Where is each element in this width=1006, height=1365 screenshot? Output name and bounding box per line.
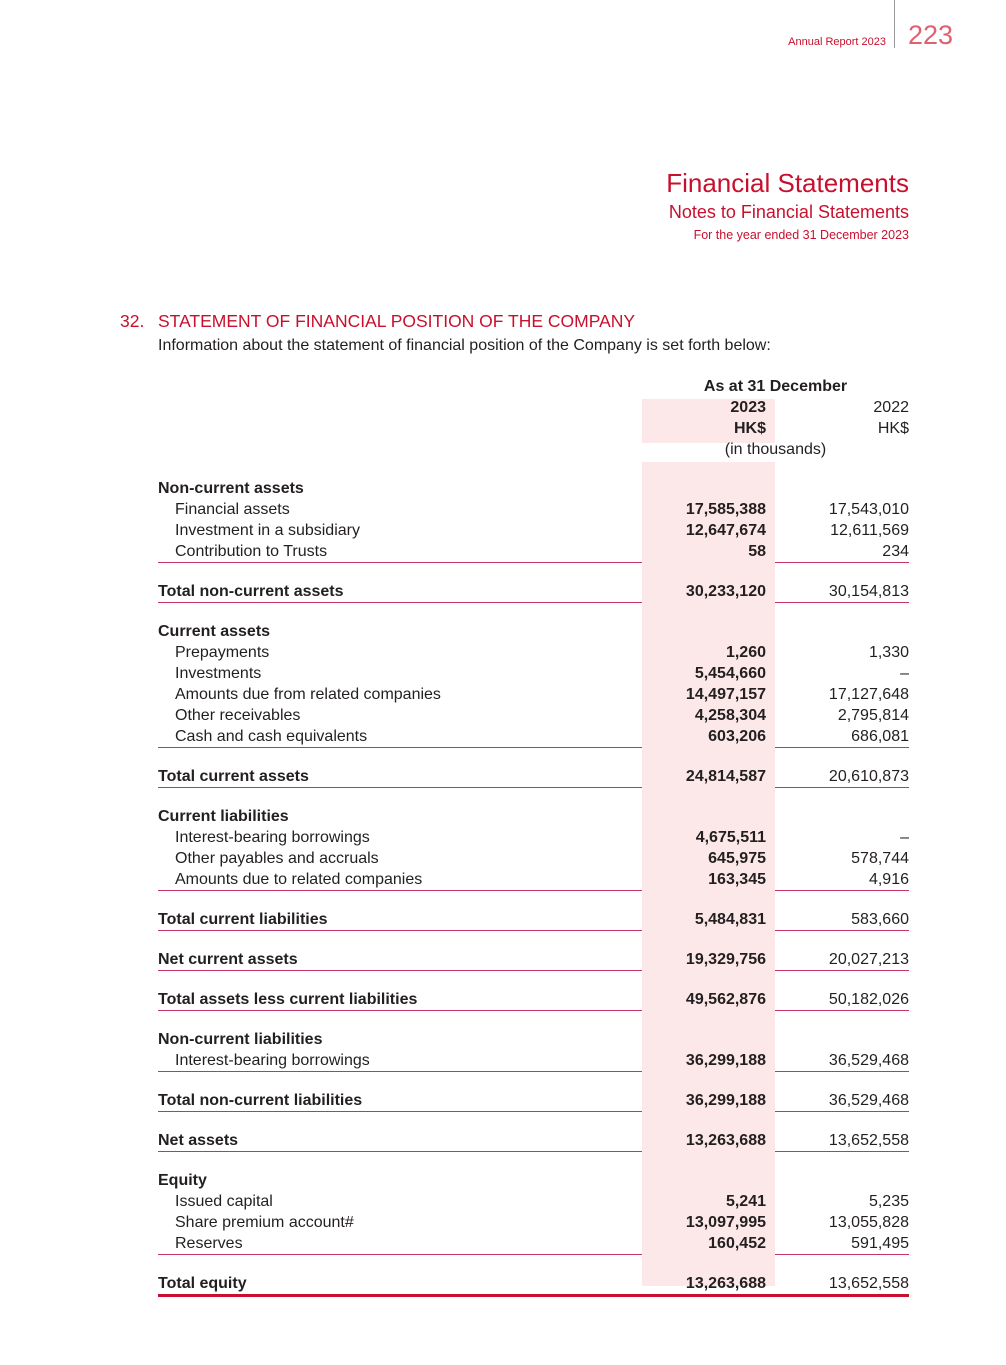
table-row	[158, 848, 909, 869]
section-heading-row	[158, 621, 909, 642]
row-label: Total non-current liabilities	[158, 1092, 363, 1109]
currency-header-row	[158, 418, 909, 439]
section-title: STATEMENT OF FINANCIAL POSITION OF THE COMPANY	[158, 311, 636, 331]
value-2022: 4,916	[868, 871, 909, 888]
value-2023: 645,975	[708, 850, 766, 867]
value-2023: 5,241	[725, 1193, 766, 1210]
value-2022: 12,611,569	[830, 522, 909, 539]
table-row	[158, 541, 909, 562]
table-row	[158, 520, 909, 541]
value-2022: 30,154,813	[828, 583, 909, 600]
section-heading	[120, 309, 910, 333]
row-label: Total current liabilities	[158, 911, 328, 928]
value-2022: 578,744	[851, 850, 909, 867]
section-heading-row	[158, 806, 909, 827]
value-2022: 17,543,010	[828, 501, 909, 518]
year-2023: 2023	[730, 399, 766, 416]
row-label: Amounts due to related companies	[175, 871, 423, 888]
row-label: Other payables and accruals	[175, 850, 379, 867]
section-heading-row	[158, 478, 909, 499]
row-label: Contribution to Trusts	[175, 543, 328, 560]
total-row	[158, 949, 909, 970]
value-2023: 160,452	[708, 1235, 766, 1252]
reporting-period: For the year ended 31 December 2023	[693, 228, 909, 242]
row-label: Interest-bearing borrowings	[175, 829, 370, 846]
row-label: Non-current assets	[158, 480, 304, 497]
value-2022: 20,027,213	[828, 951, 909, 968]
total-row	[158, 581, 909, 602]
section-number: 32.	[120, 311, 145, 331]
row-label: Total current assets	[158, 768, 309, 785]
value-2023: 14,497,157	[685, 686, 766, 703]
value-2023: 4,675,511	[695, 829, 766, 846]
value-2023: 163,345	[708, 871, 766, 888]
row-label: Total assets less current liabilities	[158, 991, 418, 1008]
value-2023: 19,329,756	[685, 951, 766, 968]
row-label: Amounts due from related companies	[175, 686, 441, 703]
row-label: Cash and cash equivalents	[175, 728, 368, 745]
note-section	[120, 309, 910, 359]
value-2022: 13,652,558	[828, 1132, 909, 1149]
row-label: Total non-current assets	[158, 583, 344, 600]
table-row	[158, 1050, 909, 1071]
value-2022: 17,127,648	[828, 686, 909, 703]
value-2022: 50,182,026	[828, 991, 909, 1008]
row-label: Prepayments	[175, 644, 270, 661]
column-group-header	[158, 376, 909, 397]
value-2023: 603,206	[708, 728, 766, 745]
table-row	[158, 869, 909, 890]
value-2023: 36,299,188	[685, 1052, 766, 1069]
table-row	[158, 1191, 909, 1212]
unit-note: (in thousands)	[724, 441, 827, 458]
year-2022: 2022	[873, 399, 909, 416]
currency-2023: HK$	[733, 420, 766, 437]
row-label: Total equity	[158, 1275, 247, 1292]
row-label: Investments	[175, 665, 262, 682]
row-label: Current liabilities	[158, 808, 289, 825]
value-2022: 36,529,468	[828, 1092, 909, 1109]
report-label: Annual Report 2023	[788, 36, 886, 48]
value-2022: 36,529,468	[828, 1052, 909, 1069]
value-2023: 5,454,660	[694, 665, 766, 682]
row-label: Reserves	[175, 1235, 243, 1252]
total-row	[158, 989, 909, 1010]
value-2022: 20,610,873	[828, 768, 909, 785]
value-2022: 13,055,828	[828, 1214, 909, 1231]
row-label: Share premium account#	[175, 1214, 354, 1231]
row-label: Non-current liabilities	[158, 1031, 323, 1048]
value-2022: 2,795,814	[837, 707, 909, 724]
value-2023: 4,258,304	[694, 707, 766, 724]
as-at-label: As at 31 December	[703, 378, 848, 395]
page-title: Financial Statements	[666, 168, 909, 198]
table-row	[158, 684, 909, 705]
table-row	[158, 499, 909, 520]
total-row	[158, 909, 909, 930]
row-label: Issued capital	[175, 1193, 273, 1210]
row-label: Interest-bearing borrowings	[175, 1052, 370, 1069]
double-rule-line	[158, 1294, 909, 1297]
header-divider	[894, 0, 895, 48]
value-2022: 591,495	[851, 1235, 909, 1252]
year-header-row	[158, 397, 909, 418]
page-subtitle: Notes to Financial Statements	[668, 202, 909, 222]
value-2022: 234	[882, 543, 909, 560]
row-label: Net current assets	[158, 951, 298, 968]
value-2023: 12,647,674	[685, 522, 766, 539]
total-row	[158, 1130, 909, 1151]
value-2022: 686,081	[851, 728, 909, 745]
value-2022: 13,652,558	[828, 1275, 909, 1292]
table-row	[158, 705, 909, 726]
value-2023: 17,585,388	[685, 501, 766, 518]
table-row	[158, 1233, 909, 1254]
row-label: Other receivables	[175, 707, 301, 724]
row-label: Current assets	[158, 623, 271, 640]
page-number: 223	[908, 20, 954, 50]
section-heading-row	[158, 1029, 909, 1050]
table-row	[158, 663, 909, 684]
table-row	[158, 726, 909, 747]
row-label: Equity	[158, 1172, 207, 1189]
value-2023: 13,097,995	[685, 1214, 766, 1231]
row-label: Financial assets	[175, 501, 290, 518]
value-2022: –	[900, 665, 909, 682]
value-2023: 5,484,831	[694, 911, 766, 928]
value-2023: 1,260	[725, 644, 766, 661]
table-row	[158, 827, 909, 848]
value-2023: 36,299,188	[685, 1092, 766, 1109]
row-label: Net assets	[158, 1132, 239, 1149]
title-block	[666, 166, 909, 246]
total-row	[158, 766, 909, 787]
section-intro: Information about the statement of financial position of the Company is set forth below:	[158, 337, 771, 354]
value-2023: 58	[748, 543, 766, 560]
row-label: Investment in a subsidiary	[175, 522, 360, 539]
value-2022: –	[900, 829, 909, 846]
financial-position-table	[158, 376, 909, 1297]
value-2022: 1,330	[868, 644, 909, 661]
total-row	[158, 1273, 909, 1294]
table-row	[158, 642, 909, 663]
value-2022: 5,235	[868, 1193, 909, 1210]
value-2023: 49,562,876	[685, 991, 766, 1008]
total-row	[158, 1090, 909, 1111]
unit-note-row	[158, 439, 909, 460]
section-heading-row	[158, 1170, 909, 1191]
page-header	[0, 0, 1006, 60]
currency-2022: HK$	[877, 420, 909, 437]
table-row	[158, 1212, 909, 1233]
value-2023: 24,814,587	[685, 768, 766, 785]
value-2023: 13,263,688	[685, 1132, 766, 1149]
value-2022: 583,660	[851, 911, 909, 928]
value-2023: 30,233,120	[685, 583, 766, 600]
value-2023: 13,263,688	[685, 1275, 766, 1292]
